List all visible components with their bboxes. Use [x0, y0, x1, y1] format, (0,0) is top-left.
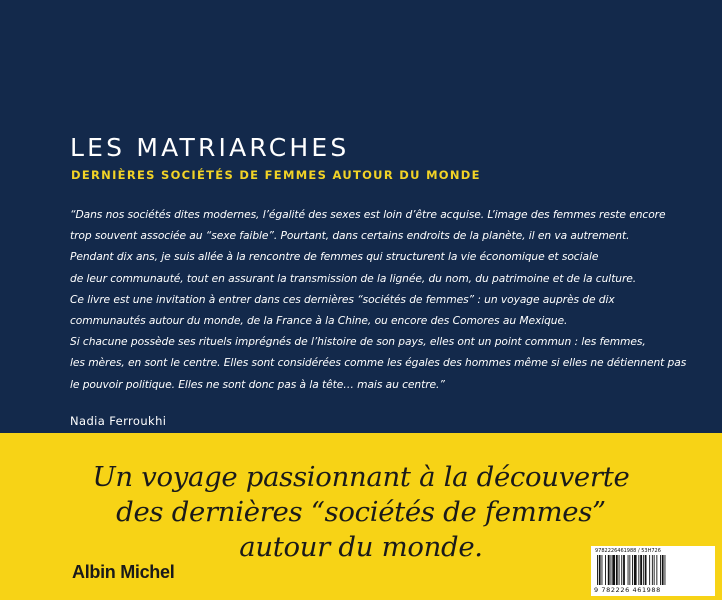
barcode-number: 9 782226 461988 [594, 586, 661, 594]
barcode-bar [621, 555, 622, 585]
publisher-logo: Albin Michel [72, 562, 175, 582]
barcode-bar [599, 555, 601, 585]
barcode-bar [632, 555, 633, 585]
barcode-bar [660, 555, 661, 585]
quote-line: communautés autour du monde, de la France à la Chine, ou encore des Comores au Mexique. [70, 314, 568, 328]
book-title: LES MATRIARCHES [70, 133, 350, 162]
barcode-bar [602, 555, 603, 585]
barcode-bar [629, 555, 630, 585]
barcode-bar [611, 555, 612, 585]
barcode-bar [654, 555, 655, 585]
barcode-bar [645, 555, 647, 585]
back-cover-bottom-panel [0, 433, 722, 600]
barcode-bar [616, 555, 618, 585]
barcode-bar [652, 555, 653, 585]
quote-author: Nadia Ferroukhi [70, 414, 167, 428]
isbn-barcode [591, 546, 715, 596]
quote-line: Pendant dix ans, je suis allée à la rencontre de femmes qui structurent la vie économique et sociale [70, 250, 599, 264]
quote-line: les mères, en sont le centre. Elles sont considérées comme les égales des hommes même si elles ne détiennent pas [70, 356, 687, 370]
barcode-top-text: 9782226461988 / 53H726 [595, 548, 661, 554]
quote-line: le pouvoir politique. Elles ne sont donc pas à la tête… mais au centre.” [70, 377, 445, 391]
barcode-bar [665, 555, 666, 585]
tagline-line: des dernières “sociétés de femmes” [116, 496, 606, 528]
barcode-bar [619, 555, 620, 585]
book-subtitle: DERNIÈRES SOCIÉTÉS DE FEMMES AUTOUR DU MONDE [71, 168, 481, 182]
barcode-bar [597, 555, 598, 585]
barcode-bar [640, 555, 642, 585]
tagline-line: Un voyage passionnant à la découverte [92, 461, 630, 493]
barcode-bar [638, 555, 639, 585]
barcode-bar [612, 555, 615, 585]
barcode-bar [634, 555, 637, 585]
barcode-bar [608, 555, 610, 585]
barcode-bar [605, 555, 606, 585]
quote-line: trop souvent associée au “sexe faible”. Pourtant, dans certains endroits de la planète, il en va autrement. [70, 229, 630, 243]
barcode-bar [656, 555, 657, 585]
barcode-bars-icon [597, 555, 709, 585]
barcode-bar [623, 555, 625, 585]
quote-line: de leur communauté, tout en assurant la transmission de la lignée, du nom, du patrimoine et de la culture. [70, 271, 637, 285]
quote-line: “Dans nos sociétés dites modernes, l’égalité des sexes est loin d’être acquise. L’image des femmes reste encore [70, 208, 666, 221]
barcode-bar [662, 555, 664, 585]
tagline-line: autour du monde. [239, 531, 483, 563]
quote-line: Ce livre est une invitation à entrer dans ces dernières “sociétés de femmes” : un voyage auprès de dix [70, 292, 615, 306]
barcode-bar [649, 555, 650, 585]
quote-line: Si chacune possède ses rituels imprégnés de l’histoire de son pays, elles ont un point commun : les femmes, [70, 335, 646, 349]
barcode-bar [643, 555, 644, 585]
author-quote [70, 204, 710, 395]
barcode-bar [628, 555, 629, 585]
